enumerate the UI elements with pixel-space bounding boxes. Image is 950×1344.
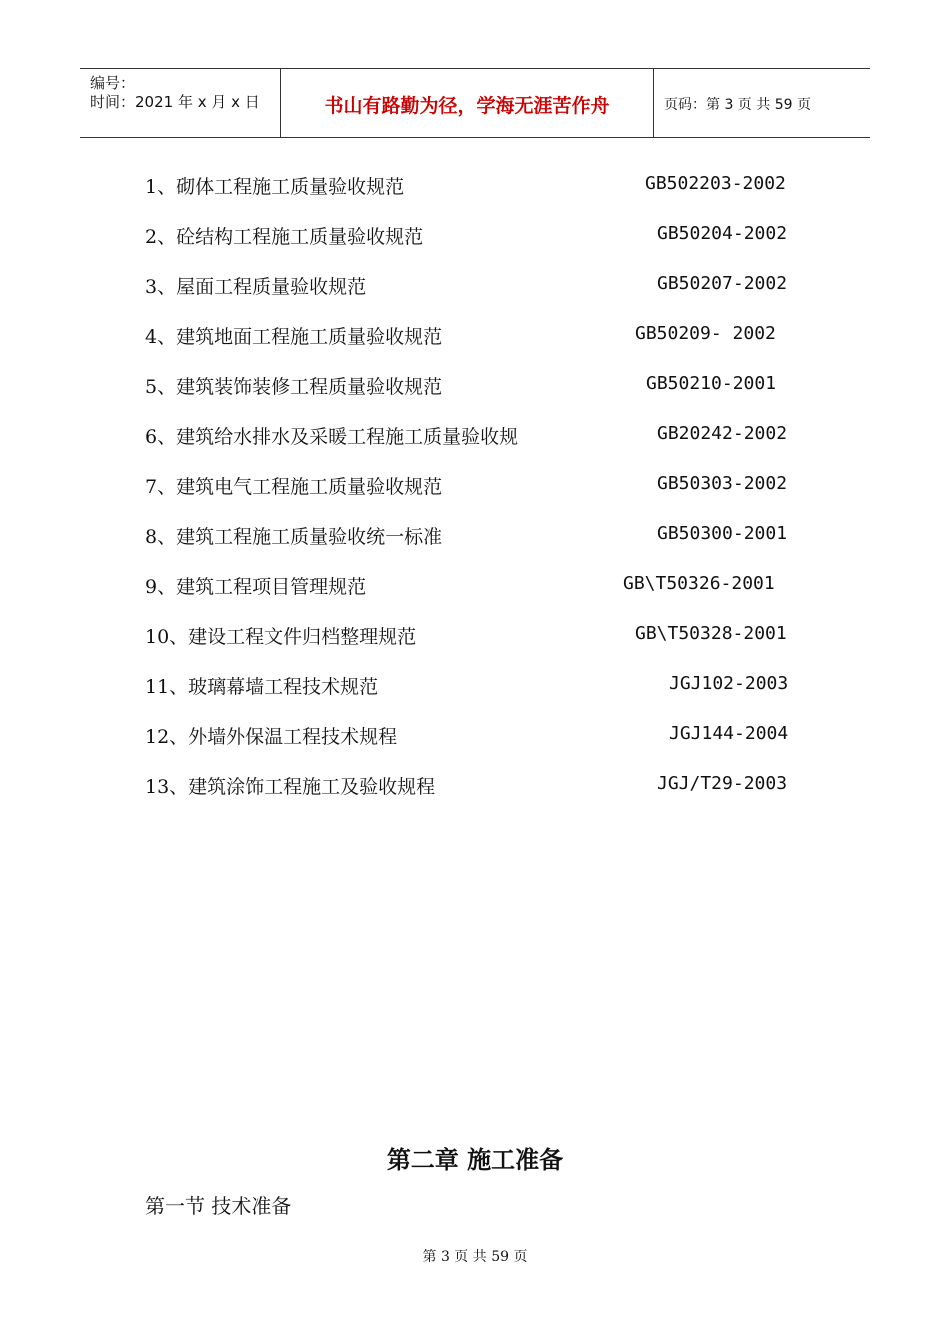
standard-code: JGJ102-2003	[669, 673, 789, 694]
standard-name: 3、屋面工程质量验收规范	[145, 276, 367, 298]
standard-code: GB50204-2002	[657, 223, 788, 244]
standard-name: 6、建筑给水排水及采暖工程施工质量验收规	[145, 426, 519, 448]
doc-number-label: 编号：	[90, 74, 136, 92]
standard-code: GB50209- 2002	[635, 323, 776, 344]
standard-code: GB50207-2002	[657, 273, 788, 294]
standard-code: GB50300-2001	[657, 523, 788, 544]
standard-name: 8、建筑工程施工质量验收统一标准	[145, 526, 443, 548]
standard-item	[145, 722, 795, 750]
standard-item	[145, 522, 795, 550]
standard-name: 5、建筑装饰装修工程质量验收规范	[145, 376, 443, 398]
header-meta-cell	[80, 69, 281, 137]
standard-name: 1、砌体工程施工质量验收规范	[145, 176, 405, 198]
standard-name: 10、建设工程文件归档整理规范	[145, 626, 417, 648]
chapter-title: 第二章 施工准备	[386, 1145, 564, 1174]
page-header	[80, 68, 870, 138]
header-motto: 书山有路勤为径，学海无涯苦作舟	[324, 95, 610, 117]
standard-item	[145, 172, 795, 200]
standard-name: 13、建筑涂饰工程施工及验收规程	[145, 776, 436, 798]
standard-name: 11、玻璃幕墙工程技术规范	[145, 676, 379, 698]
standard-item	[145, 222, 795, 250]
section-title: 第一节 技术准备	[145, 1194, 292, 1218]
standard-name: 9、建筑工程项目管理规范	[145, 576, 367, 598]
standard-name: 7、建筑电气工程施工质量验收规范	[145, 476, 443, 498]
standard-code: GB\T50328-2001	[635, 623, 787, 644]
doc-time-label: 时间：2021 年 x 月 x 日	[90, 93, 260, 111]
header-page-cell	[654, 69, 870, 137]
standard-name: 4、建筑地面工程施工质量验收规范	[145, 326, 443, 348]
standard-code: GB50303-2002	[657, 473, 788, 494]
standard-item	[145, 622, 795, 650]
standard-code: GB\T50326-2001	[623, 573, 775, 594]
standard-code: GB50210-2001	[646, 373, 777, 394]
standard-code: JGJ144-2004	[669, 723, 789, 744]
standard-item	[145, 372, 795, 400]
standard-name: 12、外墙外保温工程技术规程	[145, 726, 398, 748]
standard-item	[145, 672, 795, 700]
standard-code: GB502203-2002	[645, 173, 786, 194]
page-footer: 第 3 页 共 59 页	[422, 1249, 528, 1265]
standard-code: GB20242-2002	[657, 423, 788, 444]
standard-item	[145, 272, 795, 300]
standard-code: JGJ/T29-2003	[657, 773, 788, 794]
header-page-info: 页码：第 3 页 共 59 页	[664, 97, 811, 113]
header-motto-cell	[281, 69, 654, 137]
standard-item	[145, 772, 795, 800]
standard-item	[145, 472, 795, 500]
standard-item	[145, 422, 795, 450]
standard-name: 2、砼结构工程施工质量验收规范	[145, 226, 424, 248]
standard-item	[145, 572, 795, 600]
standard-item	[145, 322, 795, 350]
